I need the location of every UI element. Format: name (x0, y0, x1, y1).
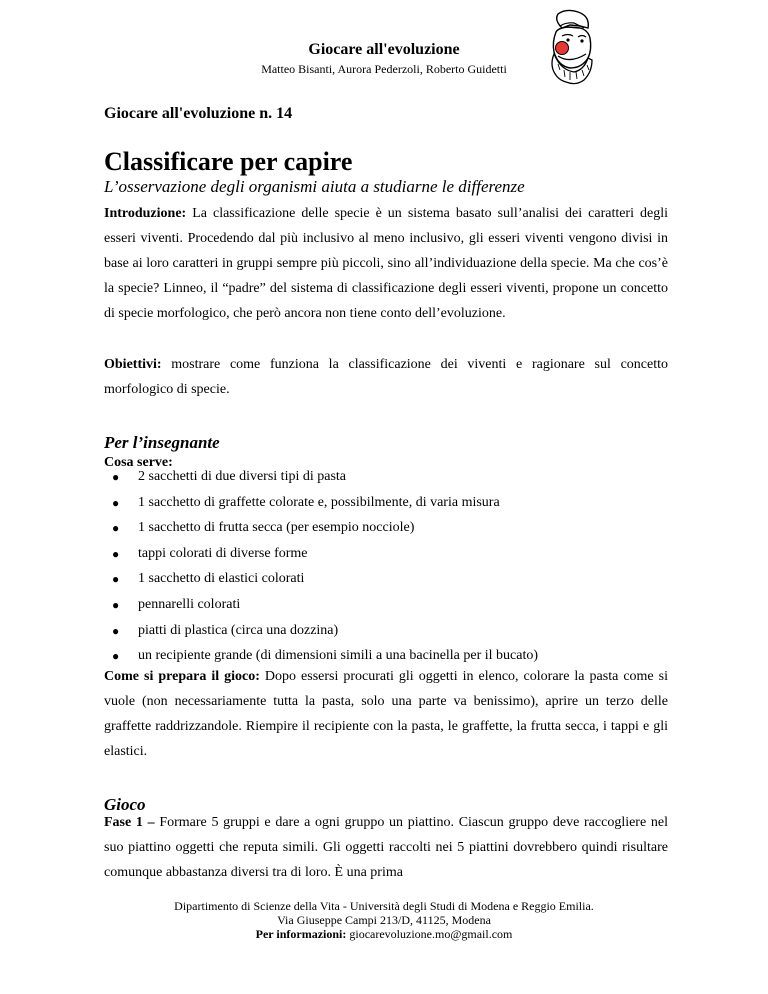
game-heading: Gioco (104, 795, 146, 814)
bullet-icon: ● (112, 623, 120, 638)
materials-list (104, 468, 664, 673)
footer-email: giocarevoluzione.mo@gmail.com (346, 927, 513, 941)
footer-info-label: Per informazioni: (255, 927, 347, 941)
bullet-icon: ● (112, 572, 120, 587)
footer-info (0, 927, 768, 941)
bullet-icon: ● (112, 470, 120, 484)
page-footer (0, 899, 768, 941)
page-title: Classificare per capire (104, 147, 353, 176)
preparation-paragraph (104, 664, 668, 764)
page-header (0, 40, 768, 77)
bullet-icon: ● (112, 597, 120, 612)
prep-text: Dopo essersi procurati gli oggetti in elenco, colorare la pasta come si vuole (non necessariamente tutta la pasta, solo una parte va benissimo), aprire un terzo delle graffette raddrizzandole. Riempire il recipiente con la pasta, le graffette, la frutta secca, i tappi e gli elastici. (104, 669, 668, 759)
footer-address: Via Giuseppe Campi 213/D, 41125, Modena (277, 913, 491, 927)
list-item: ● 1 sacchetto di elastici colorati (112, 571, 305, 587)
list-item: ● 2 sacchetti di due diversi tipi di pasta (112, 469, 347, 484)
list-item: ● 1 sacchetto di frutta secca (per esempio nocciole) (112, 520, 415, 536)
bullet-icon: ● (112, 521, 120, 536)
phase1-text: Formare 5 gruppi e dare a ogni gruppo un piattino. Ciascun gruppo deve raccogliere nel suo piattino oggetti che reputa simili. Gli oggetti raccolti nei 5 piattini dovrebbero quindi risultare comunque abbastanza diversi tra di loro. È una prima (104, 815, 668, 880)
list-item: ● tappi colorati di diverse forme (112, 545, 308, 561)
intro-paragraph (104, 201, 668, 326)
intro-label: Introduzione: (104, 206, 187, 221)
list-item: ● 1 sacchetto di graffette colorate e, possibilmente, di varia misura (112, 494, 500, 510)
darwin-clown-logo-icon (540, 8, 604, 88)
list-item: ● pennarelli colorati (112, 596, 241, 612)
list-item: ● piatti di plastica (circa una dozzina) (112, 622, 339, 638)
objectives-paragraph (104, 352, 668, 402)
footer-department: Dipartimento di Scienze della Vita - Università degli Studi di Modena e Reggio Emilia. (174, 899, 594, 913)
prep-label: Come si prepara il gioco: (104, 669, 260, 684)
objectives-label: Obiettivi: (104, 357, 162, 372)
intro-text: La classificazione delle specie è un sistema basato sull’analisi dei caratteri degli esseri viventi. Procedendo dal più inclusivo al meno inclusivo, gli esseri viventi vengono divisi in base ai loro caratteri in gruppi sempre più piccoli, sino all’individuazione della specie. Ma che cos’è la specie? Linneo, il “padre” del sistema di classificazione degli esseri viventi, propone un concetto di specie morfologico, che però ancora non tiene conto dell’evoluzione. (104, 206, 668, 321)
bullet-icon: ● (112, 495, 120, 510)
series-title: Giocare all'evoluzione n. 14 (104, 105, 293, 122)
header-authors: Matteo Bisanti, Aurora Pederzoli, Roberto Guidetti (261, 62, 507, 76)
header-title: Giocare all'evoluzione (308, 41, 460, 58)
phase1-label: Fase 1 – (104, 815, 155, 830)
page-subtitle: L’osservazione degli organismi aiuta a studiarne le differenze (104, 177, 525, 196)
phase1-paragraph (104, 810, 668, 885)
list-item: ● un recipiente grande (di dimensioni simili a una bacinella per il bucato) (112, 648, 539, 664)
bullet-icon: ● (112, 649, 120, 664)
teacher-heading: Per l’insegnante (104, 433, 220, 452)
materials-label: Cosa serve: (104, 455, 173, 470)
objectives-text: mostrare come funziona la classificazione dei viventi e ragionare sul concetto morfologico di specie. (104, 357, 668, 397)
bullet-icon: ● (112, 546, 120, 561)
